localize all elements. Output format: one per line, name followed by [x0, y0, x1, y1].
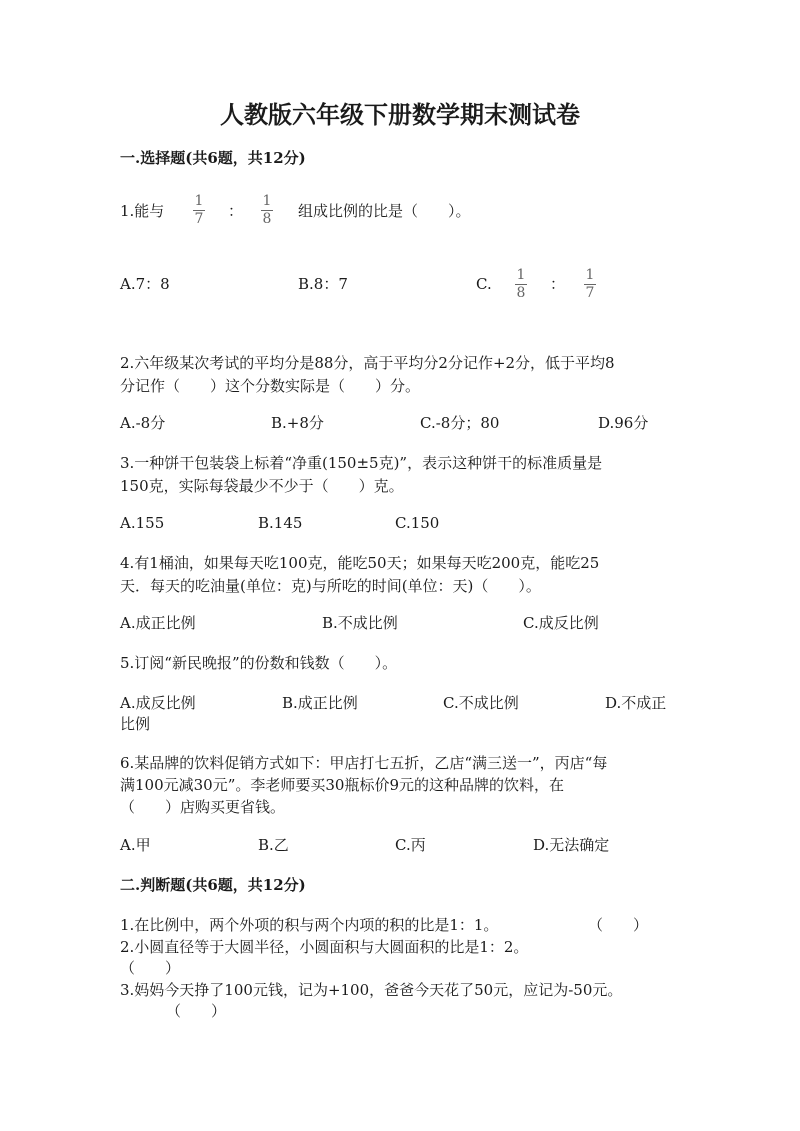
q5-option-b: B.成正比例	[282, 694, 358, 712]
q1-option-c-label: C.	[476, 275, 492, 293]
q1-optc-frac2-denominator: 7	[585, 285, 595, 301]
q2-stem-line1: 2.六年级某次考试的平均分是88分，高于平均分2分记作+2分，低于平均8	[120, 354, 615, 372]
q1-fraction-1	[191, 194, 207, 227]
q1-prefix: 1.能与	[120, 202, 165, 220]
q1-suffix: 组成比例的比是（ ）。	[298, 202, 471, 220]
q6-stem-line2: 满100元减30元”。李老师要买30瓶标价9元的这种品牌的饮料，在	[120, 776, 565, 794]
q1-frac2-numerator: 1	[262, 193, 272, 209]
q5-stem-line1: 5.订阅“新民晚报”的份数和钱数（ ）。	[120, 654, 398, 672]
q3-stem-line1: 3.一种饼干包装袋上标着“净重(150±5克)”，表示这种饼干的标准质量是	[120, 454, 603, 472]
judge-item-3-text: 3.妈妈今天挣了100元钱，记为+100，爸爸今天花了50元，应记为-50元。	[120, 981, 623, 999]
q4-stem-line1: 4.有1桶油，如果每天吃100克，能吃50天；如果每天吃200克，能吃25	[120, 554, 600, 572]
q1-fraction-2	[259, 194, 275, 227]
q2-option-c: C.-8分；80	[420, 414, 500, 432]
page-title: 人教版六年级下册数学期末测试卷	[220, 100, 580, 129]
q2-stem-line2: 分记作（ ）这个分数实际是（ ）分。	[120, 377, 421, 395]
q6-option-c: C.丙	[395, 836, 426, 854]
q4-stem-line2: 天．每天的吃油量(单位：克)与所吃的时间(单位：天)（ ）。	[120, 577, 541, 595]
q5-option-d-line1: D.不成正	[605, 694, 667, 712]
q1-optc-frac2-numerator: 1	[585, 267, 595, 283]
q1-frac2-denominator: 8	[262, 211, 272, 227]
q2-option-b: B.+8分	[271, 414, 324, 432]
section-heading-choice: 一.选择题(共6题，共12分)	[120, 149, 306, 167]
q4-option-c: C.成反比例	[523, 614, 599, 632]
q2-option-d: D.96分	[598, 414, 649, 432]
q1-option-c-colon: ：	[550, 275, 566, 293]
q1-colon: ：	[228, 202, 244, 220]
q2-option-a: A.-8分	[120, 414, 166, 432]
q1-option-c-fraction-1	[513, 268, 529, 301]
q1-frac1-numerator: 1	[194, 193, 204, 209]
q5-option-d-line2: 比例	[120, 715, 151, 733]
q5-option-c: C.不成比例	[443, 694, 519, 712]
judge-item-2-text: 2.小圆直径等于大圆半径，小圆面积与大圆面积的比是1：2。	[120, 938, 529, 956]
judge-item-1-text: 1.在比例中，两个外项的积与两个内项的积的比是1：1。	[120, 916, 499, 934]
q1-option-b: B.8：7	[298, 275, 348, 293]
section-heading-judge: 二.判断题(共6题，共12分)	[120, 876, 306, 894]
judge-item-3-paren: （ ）	[166, 1002, 227, 1020]
q1-frac1-denominator: 7	[194, 211, 204, 227]
q3-option-c: C.150	[395, 514, 440, 532]
q3-option-b: B.145	[258, 514, 303, 532]
q1-option-c-fraction-2	[582, 268, 598, 301]
q1-optc-frac1-numerator: 1	[516, 267, 526, 283]
q4-option-b: B.不成比例	[322, 614, 398, 632]
judge-item-1-paren: （ ）	[588, 916, 649, 934]
q1-optc-frac1-denominator: 8	[516, 285, 526, 301]
q6-option-a: A.甲	[120, 836, 151, 854]
judge-item-2-paren: （ ）	[120, 959, 181, 977]
q6-stem-line3: （ ）店购买更省钱。	[120, 798, 286, 816]
q6-stem-line1: 6.某品牌的饮料促销方式如下：甲店打七五折，乙店“满三送一”，丙店“每	[120, 754, 608, 772]
q6-option-d: D.无法确定	[533, 836, 610, 854]
q3-option-a: A.155	[120, 514, 165, 532]
q6-option-b: B.乙	[258, 836, 289, 854]
q5-option-a: A.成反比例	[120, 694, 196, 712]
q4-option-a: A.成正比例	[120, 614, 196, 632]
q1-option-a: A.7：8	[120, 275, 170, 293]
q3-stem-line2: 150克，实际每袋最少不少于（ ）克。	[120, 477, 404, 495]
